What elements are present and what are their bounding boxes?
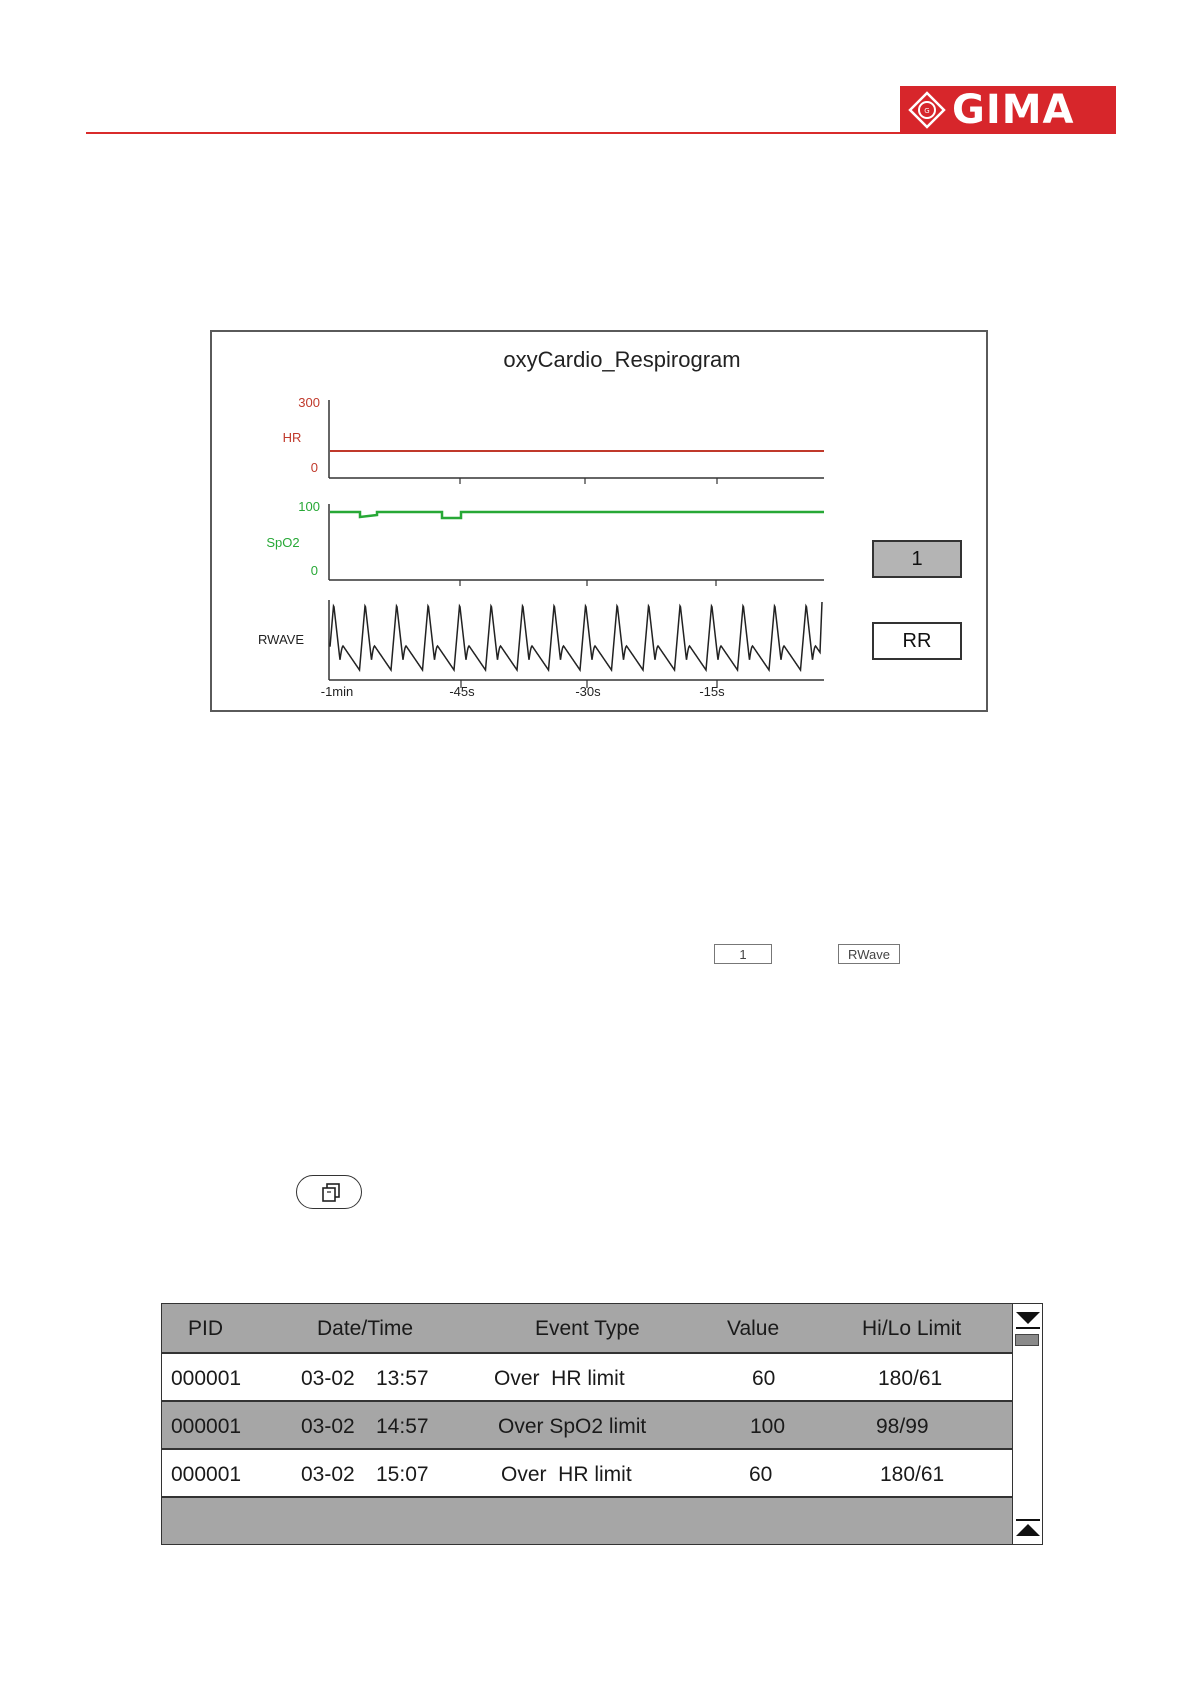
rwave-waveform bbox=[330, 602, 822, 670]
cell-time: 14:57 bbox=[376, 1415, 429, 1438]
cell-limit: 180/61 bbox=[880, 1463, 945, 1486]
time-tick-label: -30s bbox=[575, 684, 601, 699]
hr-max-label: 300 bbox=[298, 395, 320, 410]
cell-date: 03-02 bbox=[301, 1463, 355, 1486]
oxycardio-respirogram-screen bbox=[210, 330, 988, 712]
cell-limit: 98/99 bbox=[876, 1415, 929, 1438]
graph-title: oxyCardio_Respirogram bbox=[503, 347, 741, 372]
cell-time: 13:57 bbox=[376, 1367, 429, 1390]
rr-mode-button[interactable]: RR bbox=[872, 622, 962, 660]
column-header-event-type: Event Type bbox=[535, 1317, 640, 1340]
copy-pages-button[interactable] bbox=[296, 1175, 362, 1209]
table-row[interactable] bbox=[162, 1450, 1012, 1498]
gima-logo bbox=[900, 86, 1116, 134]
cell-date: 03-02 bbox=[301, 1367, 355, 1390]
hr-min-label: 0 bbox=[310, 460, 318, 475]
cell-value: 60 bbox=[752, 1367, 776, 1390]
spo2-trend-line bbox=[330, 512, 824, 518]
time-tick-label: -1min bbox=[320, 684, 354, 699]
cell-date: 03-02 bbox=[301, 1415, 355, 1438]
table-empty-row bbox=[162, 1498, 1012, 1544]
cell-event-type: Over HR limit bbox=[494, 1367, 625, 1390]
table-scrollbar[interactable] bbox=[1013, 1303, 1043, 1545]
spo2-max-label: 100 bbox=[298, 499, 320, 514]
event-table-body bbox=[161, 1303, 1013, 1545]
cell-time: 15:07 bbox=[376, 1463, 429, 1486]
page-key-reference: 1 bbox=[714, 944, 772, 964]
table-header-row bbox=[162, 1304, 1012, 1354]
column-header-value: Value bbox=[727, 1317, 780, 1340]
table-row[interactable] bbox=[162, 1402, 1012, 1450]
column-header-limit: Hi/Lo Limit bbox=[862, 1317, 962, 1340]
cell-limit: 180/61 bbox=[878, 1367, 943, 1390]
alarm-event-table bbox=[161, 1303, 1043, 1545]
cell-pid: 000001 bbox=[171, 1415, 242, 1438]
time-tick-label: -15s bbox=[699, 684, 725, 699]
hr-label: HR bbox=[282, 430, 302, 445]
cell-event-type: Over SpO2 limit bbox=[498, 1415, 647, 1438]
gima-logo-text: GIMA bbox=[952, 87, 1075, 133]
cell-value: 60 bbox=[749, 1463, 773, 1486]
time-tick-label: -45s bbox=[449, 684, 475, 699]
rwave-label: RWAVE bbox=[258, 632, 304, 647]
spo2-min-label: 0 bbox=[310, 563, 318, 578]
page-number-button[interactable]: 1 bbox=[872, 540, 962, 578]
copy-pages-icon bbox=[297, 1176, 363, 1210]
cell-pid: 000001 bbox=[171, 1367, 242, 1390]
triangle-up-icon[interactable] bbox=[1013, 1516, 1043, 1544]
column-header-pid: PID bbox=[188, 1317, 224, 1340]
triangle-down-icon[interactable] bbox=[1013, 1306, 1043, 1334]
svg-text:G: G bbox=[924, 107, 930, 115]
cell-event-type: Over HR limit bbox=[501, 1463, 632, 1486]
column-header-datetime: Date/Time bbox=[317, 1317, 414, 1340]
gima-emblem-icon bbox=[908, 91, 946, 129]
cell-value: 100 bbox=[750, 1415, 786, 1438]
table-row[interactable] bbox=[162, 1354, 1012, 1402]
rwave-key-reference: RWave bbox=[838, 944, 900, 964]
spo2-label: SpO2 bbox=[266, 535, 300, 550]
scrollbar-thumb[interactable] bbox=[1015, 1334, 1039, 1346]
cell-pid: 000001 bbox=[171, 1463, 242, 1486]
